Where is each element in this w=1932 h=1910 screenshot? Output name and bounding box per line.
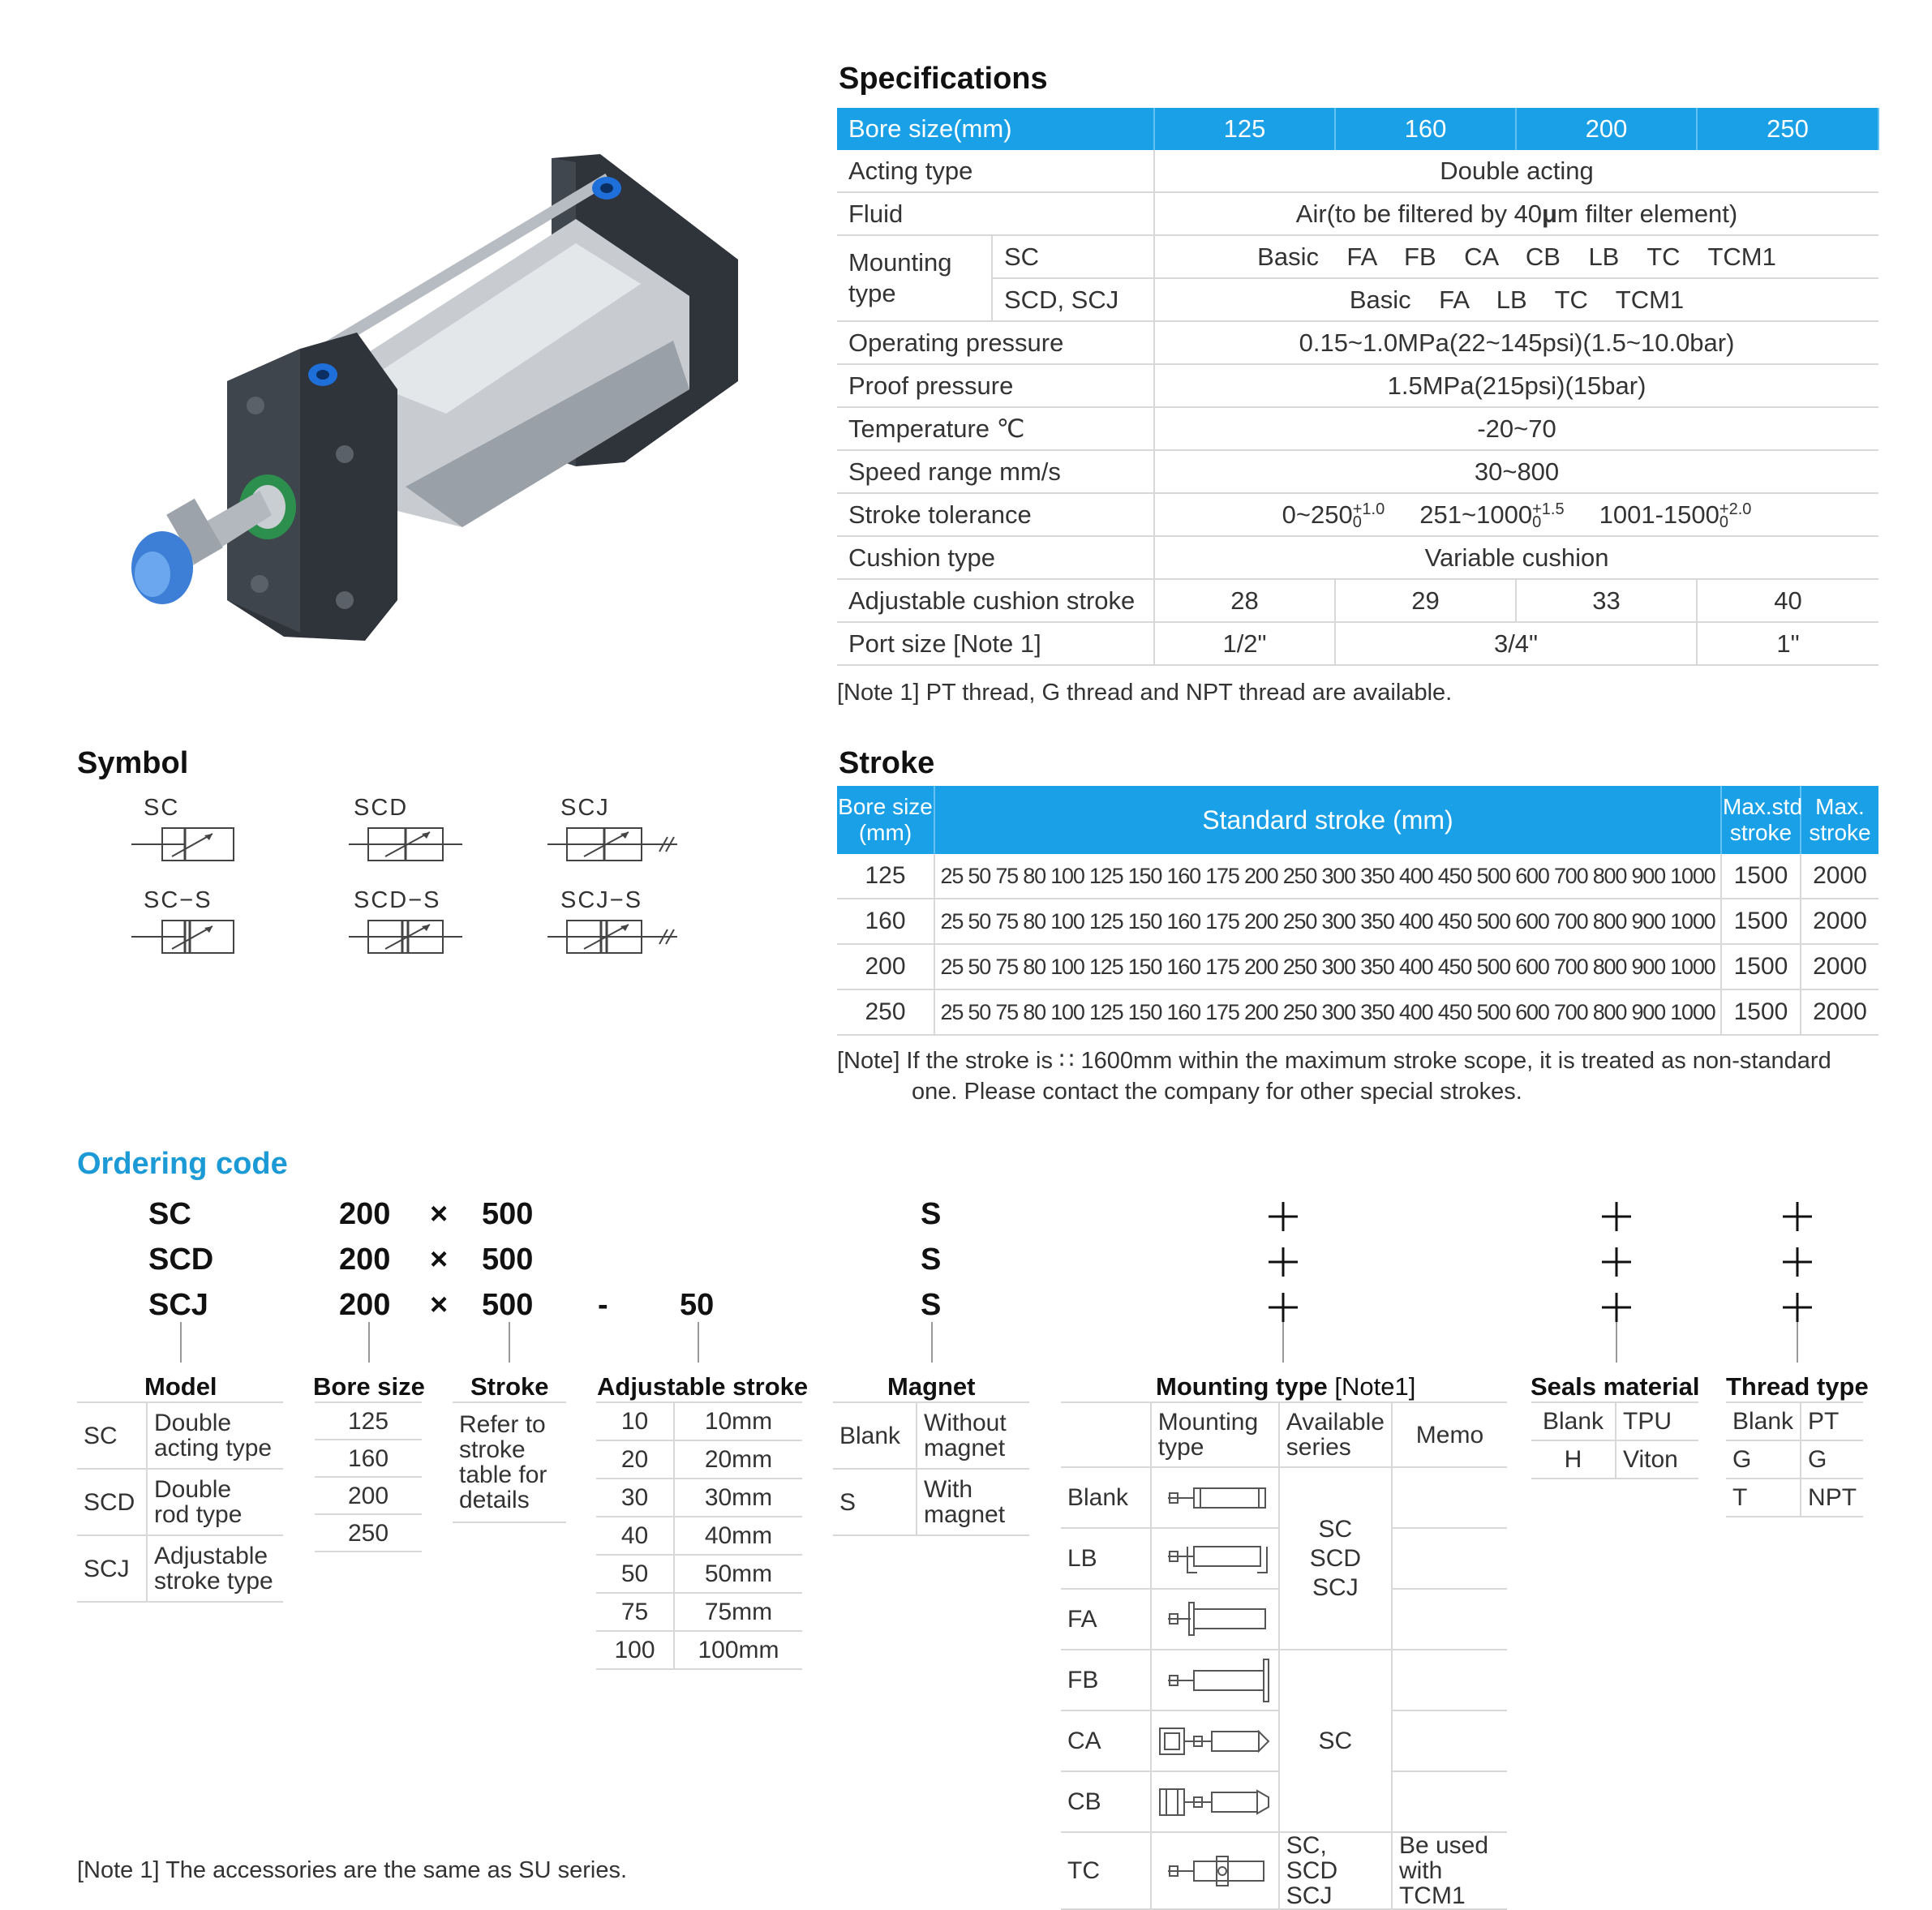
spec-value: Basic FA LB TC TCM1: [1154, 278, 1878, 321]
mount-code: CB: [1061, 1771, 1151, 1832]
code-magnet: S: [921, 1288, 942, 1322]
code-magnet: S: [921, 1243, 942, 1277]
mount-drawing-fb-icon: [1151, 1650, 1279, 1710]
spec-value: 40: [1697, 579, 1878, 622]
connector-line: [1616, 1322, 1617, 1363]
max-header-line2: stroke: [1809, 820, 1871, 845]
model-desc-line1: Double: [154, 1476, 232, 1503]
stroke-desc-line: details: [459, 1487, 530, 1513]
model-desc-line2: stroke type: [154, 1568, 273, 1595]
spec-value: 30~800: [1154, 450, 1878, 493]
adj-value: 75mm: [674, 1593, 802, 1631]
stroke-maxstd: 1500: [1721, 944, 1801, 989]
bore-size-header: Bore size(mm): [837, 108, 1154, 150]
series-line: SC, SCD: [1286, 1832, 1338, 1884]
table-row: [837, 944, 1878, 989]
plus-column-seals-icon: [1599, 1199, 1634, 1324]
series-line: SCD: [1309, 1544, 1362, 1572]
symbol-label-sc-s: SC−S: [144, 887, 213, 913]
symbol-label-scj: SCJ: [560, 795, 610, 821]
bore-value: 200: [315, 1477, 422, 1514]
model-desc: [147, 1469, 283, 1535]
stroke-header-row: [837, 786, 1878, 854]
spec-row-adjustable: [837, 579, 1878, 622]
mount-code: TC: [1061, 1832, 1151, 1909]
seals-value: TPU: [1616, 1402, 1698, 1440]
maxstd-header-line1: Max.std: [1723, 794, 1803, 819]
fluid-text-pre: Air(to be filtered by 40: [1295, 199, 1543, 228]
plus-column-mounting-icon: [1265, 1199, 1301, 1324]
bore-value: 250: [315, 1514, 422, 1552]
code-model-sc: SC: [148, 1197, 191, 1231]
thread-value: G: [1801, 1440, 1863, 1479]
code-times: ×: [430, 1243, 449, 1277]
magnet-desc-line2: magnet: [924, 1435, 1006, 1461]
table-row: [837, 854, 1878, 899]
model-title: Model: [144, 1372, 217, 1401]
cylinder-symbol-scj-s-icon: [547, 918, 681, 955]
tol-plus-2: +1.5: [1532, 500, 1565, 519]
table-row: [1061, 1832, 1507, 1909]
bore-size-title: Bore size: [313, 1372, 425, 1401]
series-line: SC: [1318, 1515, 1353, 1543]
model-desc: [147, 1535, 283, 1602]
thread-value: PT: [1801, 1402, 1863, 1440]
code-dash: -: [598, 1288, 608, 1322]
mount-code: FA: [1061, 1589, 1151, 1650]
spec-sublabel: SC: [992, 235, 1154, 278]
symbol-label-sc: SC: [144, 795, 180, 821]
thread-code: T: [1726, 1479, 1801, 1517]
magnet-desc-line1: With: [924, 1476, 972, 1503]
table-row: [1531, 1402, 1698, 1440]
table-row: [315, 1440, 422, 1477]
mount-hdr-type-line2: type: [1157, 1434, 1204, 1461]
stroke-bore-header-line1: Bore size: [838, 794, 933, 819]
adj-value: 30mm: [674, 1479, 802, 1517]
model-code: SCJ: [77, 1535, 147, 1602]
spec-value: Basic FA FB CA CB LB TC TCM1: [1154, 235, 1878, 278]
mount-code: FB: [1061, 1650, 1151, 1710]
bore-value: 125: [315, 1402, 422, 1440]
code-adjustable: 50: [680, 1288, 715, 1322]
code-magnet: S: [921, 1197, 942, 1231]
specifications-title: Specifications: [839, 62, 1048, 96]
table-row: [833, 1402, 1029, 1469]
mount-series-group-a: [1279, 1467, 1392, 1650]
magnet-code: S: [833, 1469, 917, 1535]
connector-line: [180, 1322, 182, 1363]
spec-row-tolerance: [837, 493, 1878, 536]
ordering-code-title: Ordering code: [77, 1147, 288, 1181]
table-row: [596, 1631, 802, 1669]
stroke-title: Stroke: [839, 746, 935, 780]
spec-row-port: [837, 622, 1878, 665]
specifications-table: [837, 108, 1879, 666]
spec-label: Cushion type: [837, 536, 1154, 579]
stroke-desc-line: stroke: [459, 1436, 526, 1463]
table-row: [1531, 1440, 1698, 1479]
cylinder-symbol-scd-s-icon: [349, 918, 462, 955]
spec-row-mounting-scd: [837, 278, 1878, 321]
code-bore: 200: [339, 1243, 391, 1277]
mounting-type-table: [1061, 1401, 1507, 1910]
mount-hdr-type-line1: Mounting: [1157, 1409, 1259, 1436]
spec-label: Adjustable cushion stroke: [837, 579, 1154, 622]
adj-code: 30: [596, 1479, 674, 1517]
spec-row-temperature: [837, 407, 1878, 450]
tol-minus-2: 0: [1532, 513, 1542, 532]
stroke-max-header: [1801, 786, 1878, 854]
stroke-std: 25 50 75 80 100 125 150 160 175 200 250 300 350 400 450 500 600 700 800 900 1000: [934, 944, 1721, 989]
stroke-maxstd: 1500: [1721, 989, 1801, 1035]
thread-type-title: Thread type: [1726, 1372, 1869, 1401]
spec-label: Proof pressure: [837, 364, 1154, 407]
stroke-max: 2000: [1801, 989, 1878, 1035]
stroke-std: 25 50 75 80 100 125 150 160 175 200 250 300 350 400 450 500 600 700 800 900 1000: [934, 854, 1721, 899]
thread-code: Blank: [1726, 1402, 1801, 1440]
spec-value: 28: [1154, 579, 1335, 622]
model-desc-line1: Adjustable: [154, 1543, 268, 1569]
mounting-type-title: [1156, 1372, 1415, 1401]
table-row: [315, 1402, 422, 1440]
adj-value: 40mm: [674, 1517, 802, 1555]
model-desc-line2: rod type: [154, 1501, 243, 1528]
spec-sublabel: SCD, SCJ: [992, 278, 1154, 321]
spec-row-fluid: [837, 192, 1878, 235]
mounting-type-title-text: Mounting type: [1156, 1372, 1328, 1401]
mount-drawing-basic-icon: [1151, 1467, 1279, 1528]
table-row: [833, 1469, 1029, 1535]
stroke-code-desc: [453, 1402, 566, 1522]
table-row: [837, 989, 1878, 1035]
spec-value: 1": [1697, 622, 1878, 665]
stroke-maxstd: 1500: [1721, 854, 1801, 899]
table-row: [77, 1402, 283, 1469]
bore-200-header: 200: [1516, 108, 1697, 150]
magnet-desc: [917, 1469, 1029, 1535]
connector-line: [931, 1322, 933, 1363]
table-row: [1726, 1402, 1863, 1440]
bore-size-table: [315, 1401, 422, 1552]
tol-minus-1: 0: [1352, 513, 1362, 532]
stroke-note-line2: one. Please contact the company for other special strokes.: [912, 1079, 1522, 1105]
mounting-header-row: [1061, 1402, 1507, 1467]
spec-label-mounting: [837, 235, 992, 321]
spec-value: Double acting: [1154, 150, 1878, 192]
cylinder-symbol-sc-icon: [131, 826, 237, 863]
spec-label: Fluid: [837, 192, 1154, 235]
mount-hdr-series-line2: series: [1286, 1434, 1351, 1461]
fluid-text-post: m filter element): [1557, 199, 1738, 228]
stroke-code-title: Stroke: [470, 1372, 549, 1401]
thread-type-table: [1726, 1401, 1863, 1517]
ordering-footnote: [Note 1] The accessories are the same as SU series.: [77, 1857, 628, 1883]
mount-memo: [1392, 1528, 1507, 1589]
table-row: [1726, 1440, 1863, 1479]
symbol-label-scd-s: SCD−S: [354, 887, 441, 913]
table-row: [77, 1535, 283, 1602]
code-times: ×: [430, 1197, 449, 1231]
mount-memo-tc: [1392, 1832, 1507, 1909]
mount-code: LB: [1061, 1528, 1151, 1589]
stroke-bore: 250: [837, 989, 934, 1035]
adjustable-stroke-table: [596, 1401, 802, 1670]
mount-header-series: [1279, 1402, 1392, 1467]
model-desc: [147, 1402, 283, 1469]
connector-line: [1797, 1322, 1798, 1363]
stroke-note-line1: [Note] If the stroke is ∷ 1600mm within the maximum stroke scope, it is treated as non-standard: [837, 1048, 1831, 1074]
table-row: [1726, 1479, 1863, 1517]
adj-code: 10: [596, 1402, 674, 1440]
table-row: [596, 1593, 802, 1631]
model-table: [77, 1401, 283, 1603]
mount-header-type: [1151, 1402, 1279, 1467]
seals-material-title: Seals material: [1531, 1372, 1700, 1401]
spec-row-mounting-sc: [837, 235, 1878, 278]
tol-range-1: 0~250: [1282, 500, 1353, 529]
stroke-bore: 200: [837, 944, 934, 989]
bore-160-header: 160: [1335, 108, 1516, 150]
stroke-std-header: Standard stroke (mm): [934, 786, 1721, 854]
spec-row-acting: [837, 150, 1878, 192]
adj-value: 50mm: [674, 1555, 802, 1593]
spec-value: Variable cushion: [1154, 536, 1878, 579]
bore-value: 160: [315, 1440, 422, 1477]
magnet-desc: [917, 1402, 1029, 1469]
seals-value: Viton: [1616, 1440, 1698, 1479]
spec-value: 0.15~1.0MPa(22~145psi)(1.5~10.0bar): [1154, 321, 1878, 364]
spec-row-cushion: [837, 536, 1878, 579]
connector-line: [509, 1322, 510, 1363]
model-desc-line2: acting type: [154, 1435, 273, 1461]
tol-plus-3: +2.0: [1719, 500, 1752, 519]
mount-code: Blank: [1061, 1467, 1151, 1528]
mount-memo: [1392, 1710, 1507, 1771]
spec-label: Speed range mm/s: [837, 450, 1154, 493]
thread-value: NPT: [1801, 1479, 1863, 1517]
stroke-std: 25 50 75 80 100 125 150 160 175 200 250 300 350 400 450 500 600 700 800 900 1000: [934, 899, 1721, 944]
bore-125-header: 125: [1154, 108, 1335, 150]
mounting-label-line2: type: [848, 279, 896, 307]
tol-range-2: 251~1000: [1419, 500, 1533, 529]
magnet-title: Magnet: [887, 1372, 976, 1401]
stroke-max: 2000: [1801, 944, 1878, 989]
spec-value: 1/2": [1154, 622, 1335, 665]
table-row: [596, 1479, 802, 1517]
symbol-label-scd: SCD: [354, 795, 409, 821]
mount-drawing-fa-icon: [1151, 1589, 1279, 1650]
magnet-desc-line1: Without: [924, 1410, 1007, 1436]
seals-code: H: [1531, 1440, 1616, 1479]
stroke-desc-line: table for: [459, 1461, 547, 1488]
adjustable-stroke-title: Adjustable stroke: [597, 1372, 809, 1401]
mount-drawing-ca-icon: [1151, 1710, 1279, 1771]
mounting-label-line1: Mounting: [848, 248, 952, 277]
stroke-bore-header: [837, 786, 934, 854]
stroke-desc-line: Refer to: [459, 1411, 546, 1438]
stroke-bore: 125: [837, 854, 934, 899]
specifications-note: [Note 1] PT thread, G thread and NPT thread are available.: [837, 680, 1453, 706]
stroke-bore-header-line2: (mm): [858, 820, 912, 845]
spec-label: Temperature ℃: [837, 407, 1154, 450]
code-stroke: 500: [482, 1288, 534, 1322]
cylinder-product-image: [122, 146, 754, 649]
code-bore: 200: [339, 1197, 391, 1231]
cylinder-symbol-scj-icon: [547, 826, 681, 863]
mount-drawing-tc-icon: [1151, 1832, 1279, 1909]
spec-label: Operating pressure: [837, 321, 1154, 364]
cylinder-symbol-sc-s-icon: [131, 918, 237, 955]
mount-memo: [1392, 1467, 1507, 1528]
maxstd-header-line2: stroke: [1729, 820, 1792, 845]
table-row: [315, 1477, 422, 1514]
mount-memo: [1392, 1650, 1507, 1710]
seals-material-table: [1531, 1401, 1698, 1479]
symbol-title: Symbol: [77, 746, 189, 780]
mounting-type-title-note: [Note1]: [1334, 1372, 1416, 1401]
table-row: [1061, 1467, 1507, 1528]
tol-plus-1: +1.0: [1352, 500, 1385, 519]
mount-header-memo: Memo: [1392, 1402, 1507, 1467]
stroke-max: 2000: [1801, 899, 1878, 944]
table-row: [596, 1402, 802, 1440]
connector-line: [698, 1322, 699, 1363]
adj-code: 50: [596, 1555, 674, 1593]
stroke-maxstd: 1500: [1721, 899, 1801, 944]
mount-series-group-b: SC: [1279, 1650, 1392, 1832]
table-row: [837, 899, 1878, 944]
bore-250-header: 250: [1697, 108, 1878, 150]
spec-label: Stroke tolerance: [837, 493, 1154, 536]
tol-minus-3: 0: [1719, 513, 1729, 532]
mount-drawing-cb-icon: [1151, 1771, 1279, 1832]
table-row: [596, 1555, 802, 1593]
stroke-code-table: [453, 1401, 566, 1523]
table-row: [77, 1469, 283, 1535]
thread-code: G: [1726, 1440, 1801, 1479]
mount-header-empty: [1061, 1402, 1151, 1467]
table-row: [315, 1514, 422, 1552]
spec-label: Port size [Note 1]: [837, 622, 1154, 665]
mount-series-group-c: [1279, 1832, 1392, 1909]
magnet-table: [833, 1401, 1029, 1536]
spec-value: [1154, 493, 1878, 536]
memo-line2: with TCM1: [1398, 1857, 1466, 1909]
table-row: [596, 1440, 802, 1479]
stroke-max: 2000: [1801, 854, 1878, 899]
spec-value: 33: [1516, 579, 1697, 622]
table-row: [596, 1517, 802, 1555]
spec-value: [1154, 192, 1878, 235]
table-row: [1061, 1650, 1507, 1710]
code-stroke: 500: [482, 1243, 534, 1277]
mount-code: CA: [1061, 1710, 1151, 1771]
adj-value: 20mm: [674, 1440, 802, 1479]
cylinder-symbol-scd-icon: [349, 826, 462, 863]
spec-label: Acting type: [837, 150, 1154, 192]
mount-memo: [1392, 1589, 1507, 1650]
series-line: SCJ: [1312, 1573, 1359, 1601]
magnet-code: Blank: [833, 1402, 917, 1469]
mount-hdr-series-line1: Available: [1286, 1409, 1385, 1436]
tol-range-3: 1001-1500: [1599, 500, 1719, 529]
code-bore: 200: [339, 1288, 391, 1322]
spec-row-proof: [837, 364, 1878, 407]
spec-header-row: [837, 108, 1878, 150]
adj-value: 100mm: [674, 1631, 802, 1669]
memo-line1: Be used: [1398, 1832, 1489, 1859]
model-desc-line1: Double: [154, 1410, 232, 1436]
spec-value: 1.5MPa(215psi)(15bar): [1154, 364, 1878, 407]
adj-code: 100: [596, 1631, 674, 1669]
max-header-line1: Max.: [1815, 794, 1865, 819]
stroke-maxstd-header: [1721, 786, 1801, 854]
adj-code: 75: [596, 1593, 674, 1631]
series-line: SCJ: [1286, 1882, 1333, 1909]
code-model-scj: SCJ: [148, 1288, 208, 1322]
spec-value: 29: [1335, 579, 1516, 622]
code-stroke: 500: [482, 1197, 534, 1231]
magnet-desc-line2: magnet: [924, 1501, 1006, 1528]
spec-value: -20~70: [1154, 407, 1878, 450]
stroke-std: 25 50 75 80 100 125 150 160 175 200 250 300 350 400 450 500 600 700 800 900 1000: [934, 989, 1721, 1035]
adj-code: 20: [596, 1440, 674, 1479]
code-model-scd: SCD: [148, 1243, 214, 1277]
stroke-bore: 160: [837, 899, 934, 944]
spec-value: 3/4": [1335, 622, 1697, 665]
stroke-table: [837, 786, 1878, 1036]
fluid-text-mu: μ: [1542, 199, 1558, 228]
connector-line: [1282, 1322, 1284, 1363]
plus-column-thread-icon: [1780, 1199, 1815, 1324]
seals-code: Blank: [1531, 1402, 1616, 1440]
spec-row-speed: [837, 450, 1878, 493]
adj-value: 10mm: [674, 1402, 802, 1440]
mount-drawing-lb-icon: [1151, 1528, 1279, 1589]
spec-row-operating: [837, 321, 1878, 364]
symbol-label-scj-s: SCJ−S: [560, 887, 643, 913]
connector-line: [368, 1322, 370, 1363]
adj-code: 40: [596, 1517, 674, 1555]
model-code: SCD: [77, 1469, 147, 1535]
model-code: SC: [77, 1402, 147, 1469]
table-row: [453, 1402, 566, 1522]
code-times: ×: [430, 1288, 449, 1322]
mount-memo: [1392, 1771, 1507, 1832]
